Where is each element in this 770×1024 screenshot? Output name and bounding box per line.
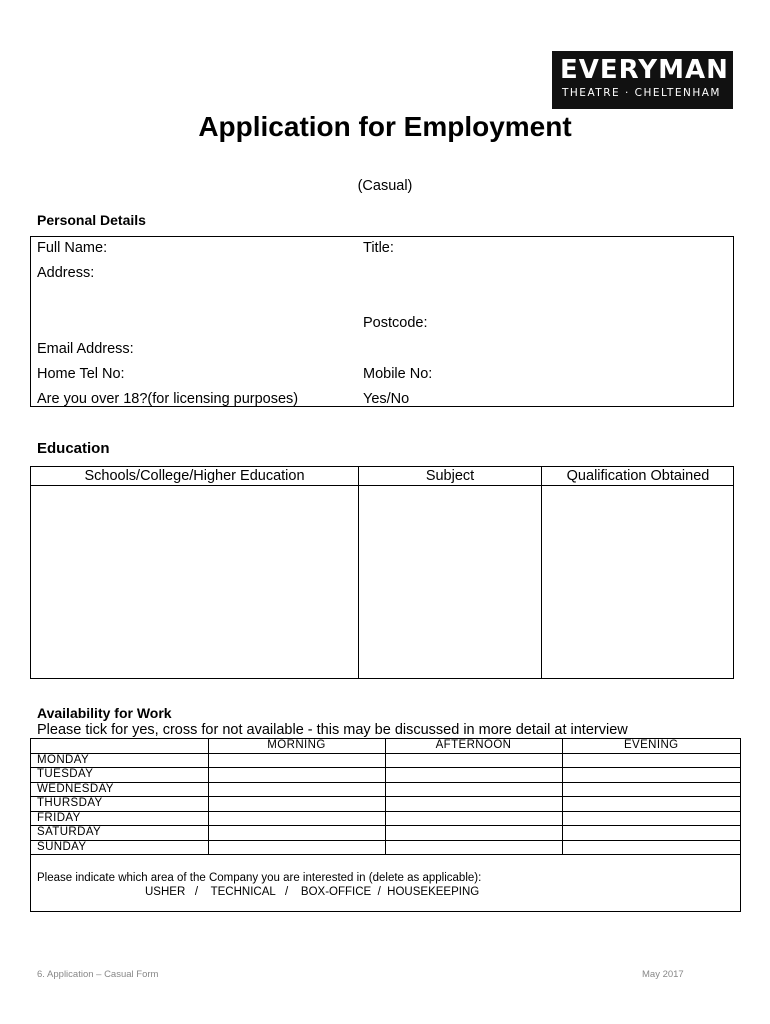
evening-cell[interactable] bbox=[562, 782, 740, 797]
column-header-morning: MORNING bbox=[208, 739, 385, 753]
morning-cell[interactable] bbox=[208, 782, 385, 797]
footer-date: May 2017 bbox=[642, 969, 684, 980]
afternoon-cell[interactable] bbox=[385, 753, 562, 768]
over-18-label: Are you over 18?(for licensing purposes) bbox=[37, 391, 299, 407]
column-divider bbox=[358, 467, 359, 678]
availability-instruction: Please tick for yes, cross for not available - this may be discussed in more detail at interview bbox=[37, 722, 628, 738]
evening-cell[interactable] bbox=[562, 768, 740, 783]
evening-cell[interactable] bbox=[562, 797, 740, 812]
evening-cell[interactable] bbox=[562, 753, 740, 768]
availability-heading: Availability for Work bbox=[37, 705, 172, 721]
full-name-label: Full Name: bbox=[37, 240, 108, 256]
evening-cell[interactable] bbox=[562, 840, 740, 855]
day-label: SUNDAY bbox=[31, 840, 208, 855]
afternoon-cell[interactable] bbox=[385, 811, 562, 826]
table-row bbox=[31, 811, 740, 826]
logo-tagline: THEATRE · CHELTENHAM bbox=[562, 87, 721, 99]
personal-details-heading: Personal Details bbox=[37, 212, 146, 228]
column-header-day bbox=[31, 739, 208, 753]
morning-cell[interactable] bbox=[208, 768, 385, 783]
table-row bbox=[31, 753, 740, 768]
morning-cell[interactable] bbox=[208, 753, 385, 768]
page-title: Application for Employment bbox=[198, 111, 572, 142]
table-header-row bbox=[31, 739, 740, 753]
table-row bbox=[31, 840, 740, 855]
address-label: Address: bbox=[37, 265, 95, 281]
table-row bbox=[31, 768, 740, 783]
day-label: TUESDAY bbox=[31, 768, 208, 783]
column-header-subject: Subject bbox=[425, 468, 475, 484]
day-label: WEDNESDAY bbox=[31, 782, 208, 797]
area-options: USHER / TECHNICAL / BOX-OFFICE / HOUSEKEEPING bbox=[145, 886, 480, 898]
area-prompt: Please indicate which area of the Company you are interested in (delete as applicable): bbox=[37, 872, 482, 884]
availability-table bbox=[31, 739, 740, 855]
morning-cell[interactable] bbox=[208, 826, 385, 841]
education-heading: Education bbox=[37, 440, 110, 457]
header-divider bbox=[31, 485, 733, 486]
email-label: Email Address: bbox=[37, 341, 134, 357]
afternoon-cell[interactable] bbox=[385, 826, 562, 841]
morning-cell[interactable] bbox=[208, 811, 385, 826]
home-tel-label: Home Tel No: bbox=[37, 366, 125, 382]
day-label: MONDAY bbox=[31, 753, 208, 768]
afternoon-cell[interactable] bbox=[385, 768, 562, 783]
page-subtitle: (Casual) bbox=[357, 178, 413, 194]
afternoon-cell[interactable] bbox=[385, 782, 562, 797]
evening-cell[interactable] bbox=[562, 811, 740, 826]
day-label: FRIDAY bbox=[31, 811, 208, 826]
table-row bbox=[31, 782, 740, 797]
logo-wordmark: EVERYMAN bbox=[560, 55, 729, 85]
education-table bbox=[30, 466, 734, 679]
footer-form-name: 6. Application – Casual Form bbox=[37, 969, 159, 980]
column-header-evening: EVENING bbox=[562, 739, 740, 753]
table-row bbox=[31, 797, 740, 812]
afternoon-cell[interactable] bbox=[385, 840, 562, 855]
afternoon-cell[interactable] bbox=[385, 797, 562, 812]
column-header-afternoon: AFTERNOON bbox=[385, 739, 562, 753]
column-divider bbox=[541, 467, 542, 678]
availability-box bbox=[30, 738, 741, 912]
mobile-label: Mobile No: bbox=[363, 366, 433, 382]
table-row bbox=[31, 826, 740, 841]
column-header-schools: Schools/College/Higher Education bbox=[84, 468, 305, 484]
day-label: THURSDAY bbox=[31, 797, 208, 812]
morning-cell[interactable] bbox=[208, 797, 385, 812]
column-header-qualification: Qualification Obtained bbox=[566, 468, 710, 484]
personal-details-box bbox=[30, 236, 734, 407]
day-label: SATURDAY bbox=[31, 826, 208, 841]
title-label: Title: bbox=[363, 240, 394, 256]
yes-no-label: Yes/No bbox=[363, 391, 410, 407]
evening-cell[interactable] bbox=[562, 826, 740, 841]
morning-cell[interactable] bbox=[208, 840, 385, 855]
postcode-label: Postcode: bbox=[363, 315, 428, 331]
everyman-logo bbox=[552, 51, 733, 109]
